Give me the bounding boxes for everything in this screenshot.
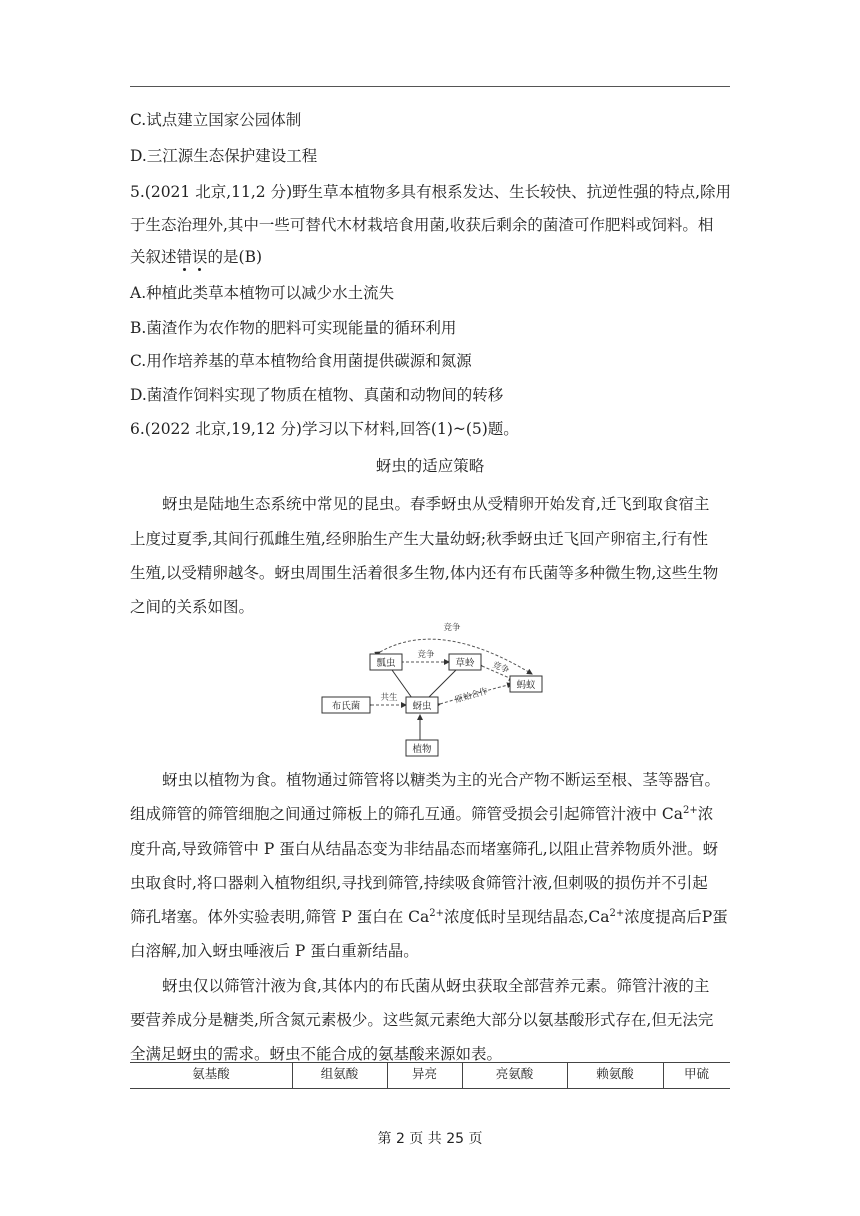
svg-text:瓢虫: 瓢虫 bbox=[376, 658, 396, 669]
node-plant bbox=[406, 740, 438, 756]
p2-line6: 白溶解,加入蚜虫唾液后 P 蛋白重新结晶。 bbox=[130, 942, 419, 960]
q5-option-a: A.种植此类草本植物可以减少水土流失 bbox=[130, 284, 395, 302]
node-buchnera bbox=[322, 697, 370, 713]
q5-stem-line2: 于生态治理外,其中一些可替代木材栽培食用菌,收获后剩余的菌渣可作肥料或饲料。相 bbox=[130, 216, 714, 234]
page-footer: 第 2 页 共 25 页 bbox=[377, 1131, 483, 1147]
p2-line1: 蚜虫以植物为食。植物通过筛管将以糖类为主的光合产物不断运至根、茎等器官。 bbox=[162, 771, 721, 789]
svg-text:植物: 植物 bbox=[412, 744, 432, 755]
q5-option-c: C.用作培养基的草本植物给食用菌提供碳源和氮源 bbox=[130, 352, 472, 370]
p2-line4: 虫取食时,将口器刺入植物组织,寻找到筛管,持续吸食筛管汁液,但刺吸的损伤并不引起 bbox=[130, 874, 708, 892]
table-bottom-rule bbox=[130, 1088, 730, 1089]
p3-line1: 蚜虫仅以筛管汁液为食,其体内的布氏菌从蚜虫获取全部营养元素。筛管汁液的主 bbox=[162, 977, 710, 995]
table-header-cell: 组氨酸 bbox=[320, 1066, 359, 1081]
p2-line3: 度升高,导致筛管中 P 蛋白从结晶态变为非结晶态而堵塞筛孔,以阻止营养物质外泄。蚜 bbox=[130, 840, 719, 858]
node-ant bbox=[510, 676, 542, 692]
p1-line2: 上度过夏季,其间行孤雌生殖,经卵胎生产生大量幼蚜;秋季蚜虫迁飞回产卵宿主,行有性 bbox=[130, 530, 709, 548]
label-competition-right: 竞争 bbox=[490, 660, 511, 676]
q5-stem-line3: 关叙述错误的是(B) bbox=[130, 248, 263, 266]
svg-text:蚜虫: 蚜虫 bbox=[412, 701, 432, 712]
table-top-rule bbox=[130, 1062, 730, 1063]
node-lacewing bbox=[449, 654, 481, 670]
table-header-cell: 亮氨酸 bbox=[495, 1066, 534, 1081]
label-symbiosis: 共生 bbox=[380, 693, 398, 703]
q5-stem-line1: 5.(2021 北京,11,2 分)野生草本植物多具有根系发达、生长较快、抗逆性强的特点,除用 bbox=[130, 183, 732, 201]
header-rule bbox=[130, 86, 730, 87]
p3-line2: 要营养成分是糖类,所含氮元素极少。这些氮元素绝大部分以氨基酸形式存在,但无法完 bbox=[130, 1011, 714, 1029]
predation-edge-lacewing bbox=[428, 670, 456, 698]
emphasis-char: 误 bbox=[192, 248, 208, 266]
p1-line4: 之间的关系如图。 bbox=[130, 598, 255, 616]
table-header-cell: 赖氨酸 bbox=[596, 1066, 634, 1081]
article-title: 蚜虫的适应策略 bbox=[375, 457, 485, 475]
emphasis-char: 错 bbox=[176, 248, 193, 266]
p1-line1: 蚜虫是陆地生态系统中常见的昆虫。春季蚜虫从受精卵开始发育,迁飞到取食宿主 bbox=[162, 495, 710, 513]
q6-stem: 6.(2022 北京,19,12 分)学习以下材料,回答(1)~(5)题。 bbox=[130, 420, 519, 438]
table-header-cell: 异亮 bbox=[411, 1066, 437, 1081]
p2-line2: 组成筛管的筛管细胞之间通过筛板上的筛孔互通。筛管受损会引起筛管汁液中 $Ca^{2+}$浓 bbox=[130, 805, 714, 823]
relationship-diagram bbox=[300, 612, 560, 762]
table-header-cell: 甲硫 bbox=[683, 1066, 709, 1081]
label-competition-mid: 竞争 bbox=[417, 650, 435, 660]
table-header-cell: 氨基酸 bbox=[192, 1066, 230, 1081]
label-competition-top: 竞争 bbox=[443, 623, 461, 633]
node-ladybug bbox=[370, 654, 402, 670]
option-d-q4: D.三江源生态保护建设工程 bbox=[130, 147, 318, 165]
node-aphid bbox=[406, 697, 438, 713]
q5-option-d: D.菌渣作饲料实现了物质在植物、真菌和动物间的转移 bbox=[130, 386, 504, 404]
svg-text:蚂蚁: 蚂蚁 bbox=[516, 680, 536, 691]
p1-line3: 生殖,以受精卵越冬。蚜虫周围生活着很多生物,体内还有布氏菌等多种微生物,这些生物 bbox=[130, 564, 719, 582]
option-c-q4: C.试点建立国家公园体制 bbox=[130, 111, 302, 129]
svg-text:布氏菌: 布氏菌 bbox=[331, 701, 361, 712]
q5-option-b: B.菌渣作为农作物的肥料可实现能量的循环利用 bbox=[130, 319, 457, 337]
p3-line3: 全满足蚜虫的需求。蚜虫不能合成的氨基酸来源如表。 bbox=[130, 1045, 503, 1063]
label-protocooperation: 原始合作 bbox=[453, 686, 490, 706]
p2-line5: 筛孔堵塞。体外实验表明,筛管 P 蛋白在 $Ca^{2+}$浓度低时呈现结晶态$,Ca^{2+}$浓度提高后P蛋 bbox=[130, 908, 728, 926]
svg-text:草蛉: 草蛉 bbox=[455, 658, 475, 669]
